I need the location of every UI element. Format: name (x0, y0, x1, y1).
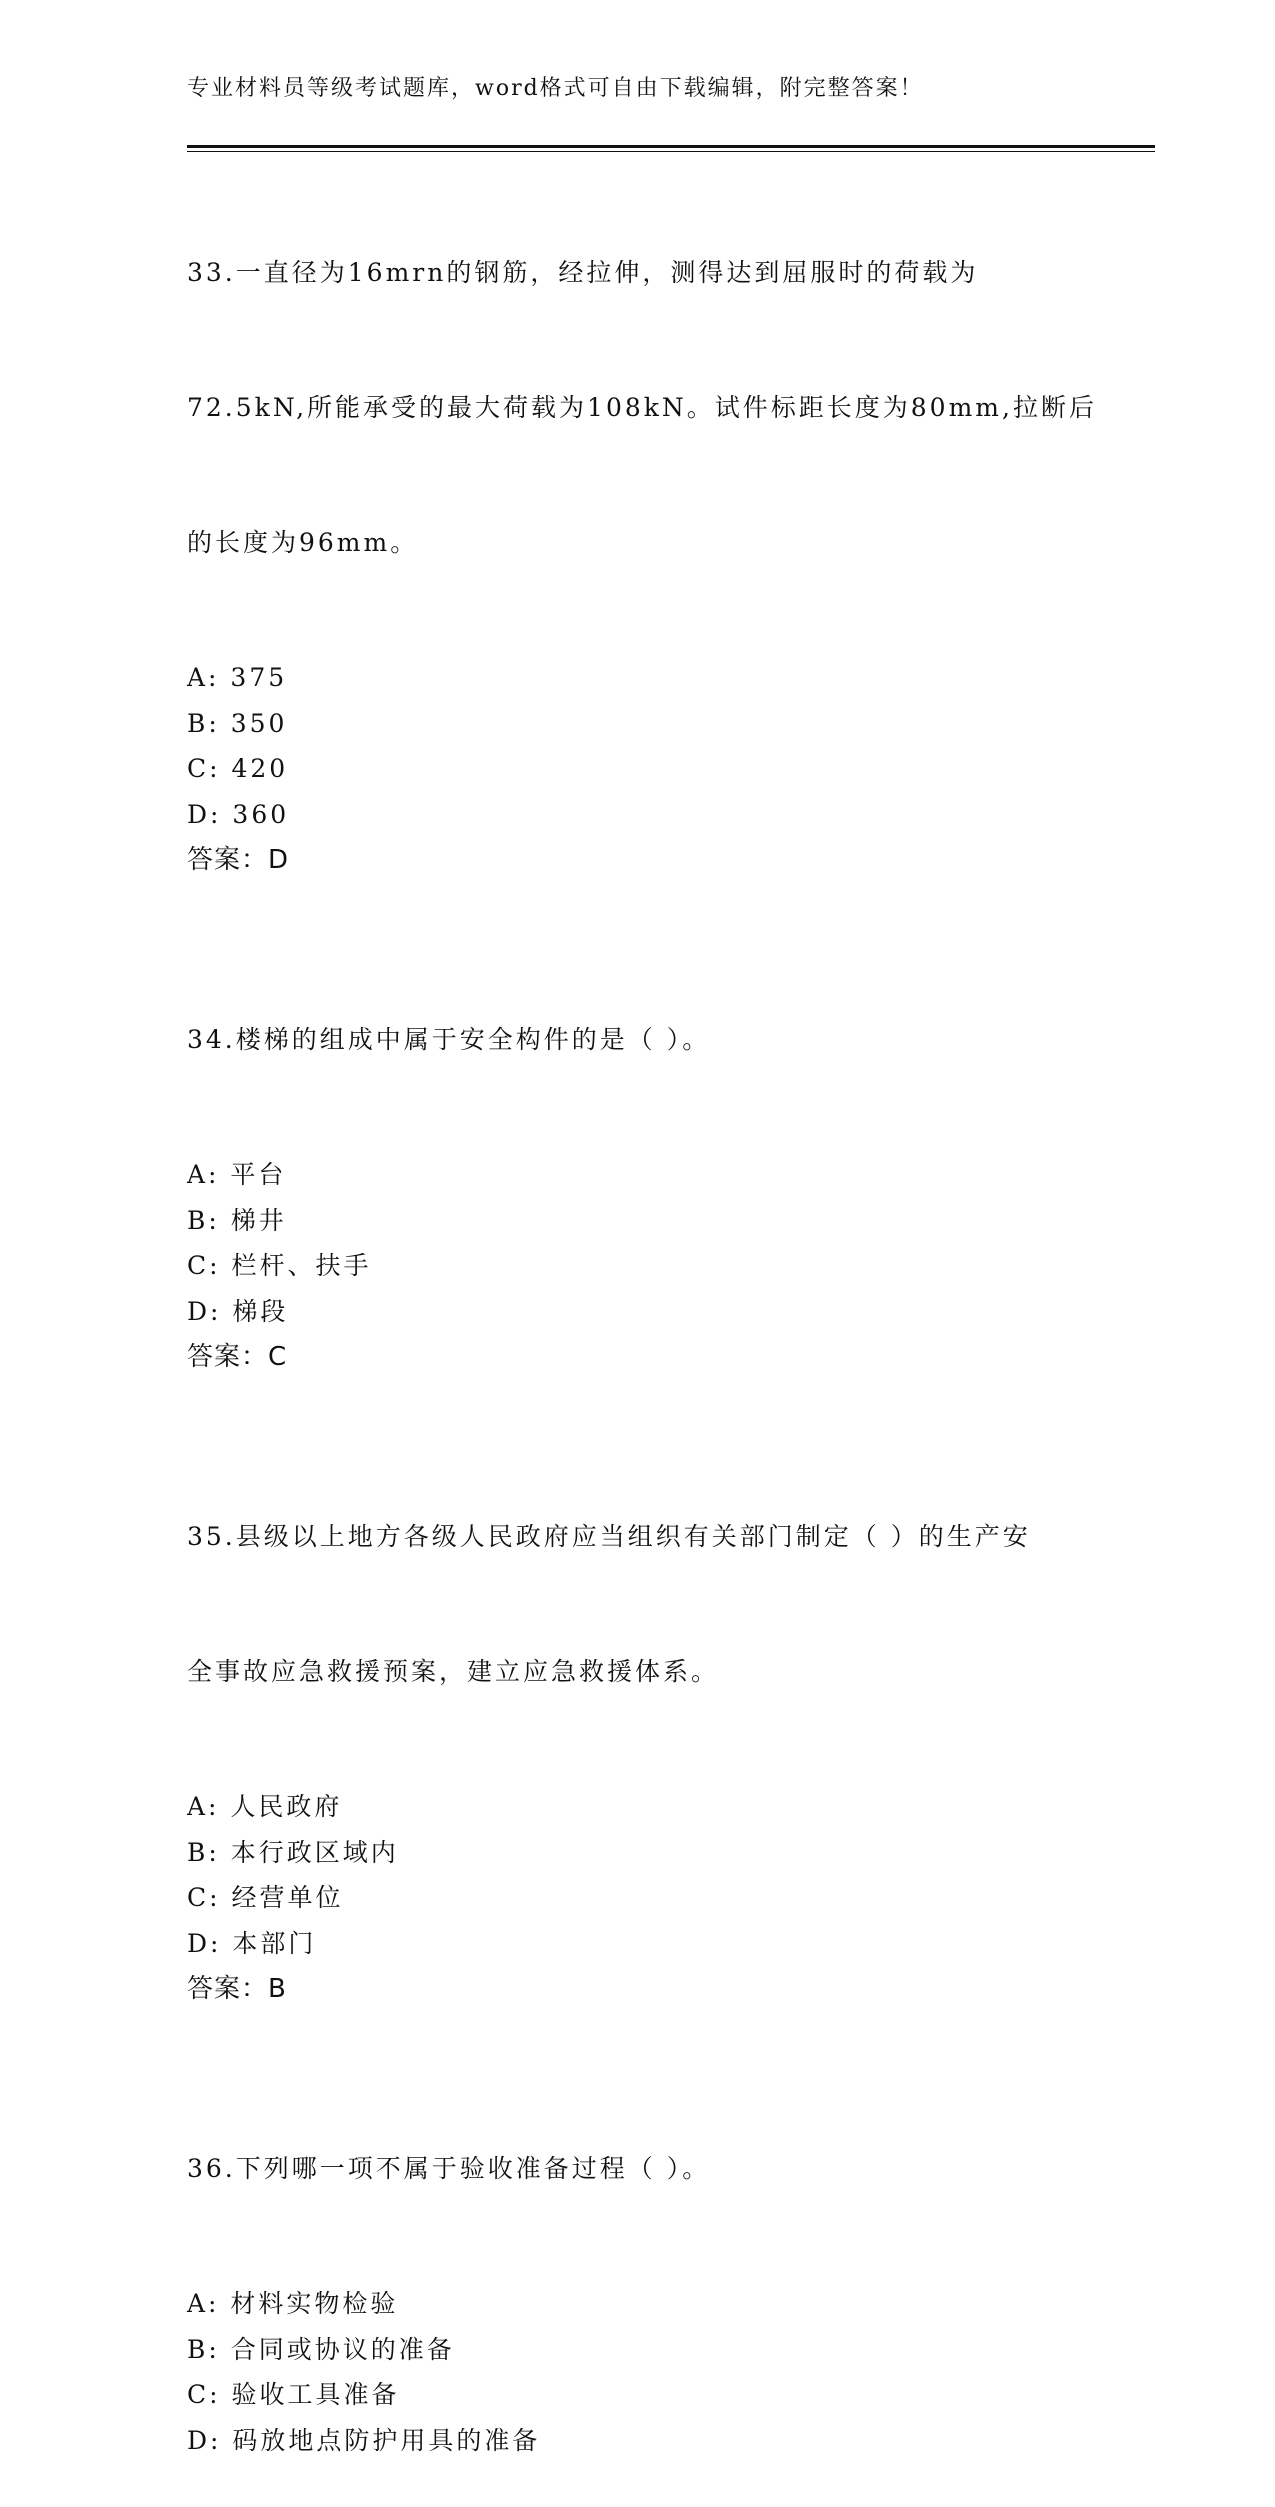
header-rule-thick (187, 145, 1155, 148)
option-d: D: 本部门 (187, 1928, 317, 1958)
option-a: A: 材料实物检验 (187, 2289, 399, 2318)
option-b: B: 合同或协议的准备 (187, 2334, 455, 2364)
stem-line: 的长度为96mm。 (187, 528, 419, 557)
stem-line: 36.下列哪一项不属于验收准备过程（ ）。 (187, 2154, 711, 2183)
option-c: C: 验收工具准备 (187, 2380, 400, 2409)
option-a: A: 平台 (187, 1160, 287, 1189)
stem-line: 72.5kN,所能承受的最大荷载为108kN。试件标距长度为80mm,拉断后 (187, 393, 1097, 422)
answer: 答案：B (187, 1974, 287, 2004)
answer: 答案：D (187, 845, 290, 875)
question-34 (187, 927, 1087, 1380)
option-b: B: 本行政区域内 (187, 1837, 399, 1867)
option-d: D: 码放地点防护用具的准备 (187, 2425, 541, 2455)
option-b: B: 350 (187, 708, 288, 738)
option-c: C: 经营单位 (187, 1883, 344, 1912)
question-stem (187, 927, 1087, 1152)
stem-line: 33.一直径为16mrn的钢筋，经拉伸，测得达到屈服时的荷载为 (187, 258, 979, 287)
option-c: C: 420 (187, 754, 289, 783)
option-a: A: 人民政府 (187, 1792, 343, 1821)
question-stem (187, 1424, 1087, 1784)
question-list (187, 160, 1097, 2507)
option-a: A: 375 (187, 663, 288, 692)
answer: 答案：C (187, 1342, 288, 1372)
question-35 (187, 1424, 1087, 2012)
option-b: B: 梯井 (187, 1205, 287, 1235)
stem-line: 34.楼梯的组成中属于安全构件的是（ ）。 (187, 1025, 711, 1054)
stem-line: 全事故应急救援预案，建立应急救援体系。 (187, 1657, 720, 1686)
question-stem (187, 2056, 1087, 2281)
option-c: C: 栏杆、扶手 (187, 1251, 372, 1280)
question-36 (187, 2056, 1087, 2463)
question-33 (187, 160, 1097, 883)
header-rule-thin (187, 151, 1155, 152)
option-d: D: 360 (187, 799, 290, 829)
stem-line: 35.县级以上地方各级人民政府应当组织有关部门制定（ ）的生产安 (187, 1522, 1031, 1551)
page-header: 专业材料员等级考试题库，word格式可自由下载编辑，附完整答案！ (187, 76, 924, 101)
question-stem (187, 160, 1097, 655)
option-d: D: 梯段 (187, 1296, 289, 1326)
